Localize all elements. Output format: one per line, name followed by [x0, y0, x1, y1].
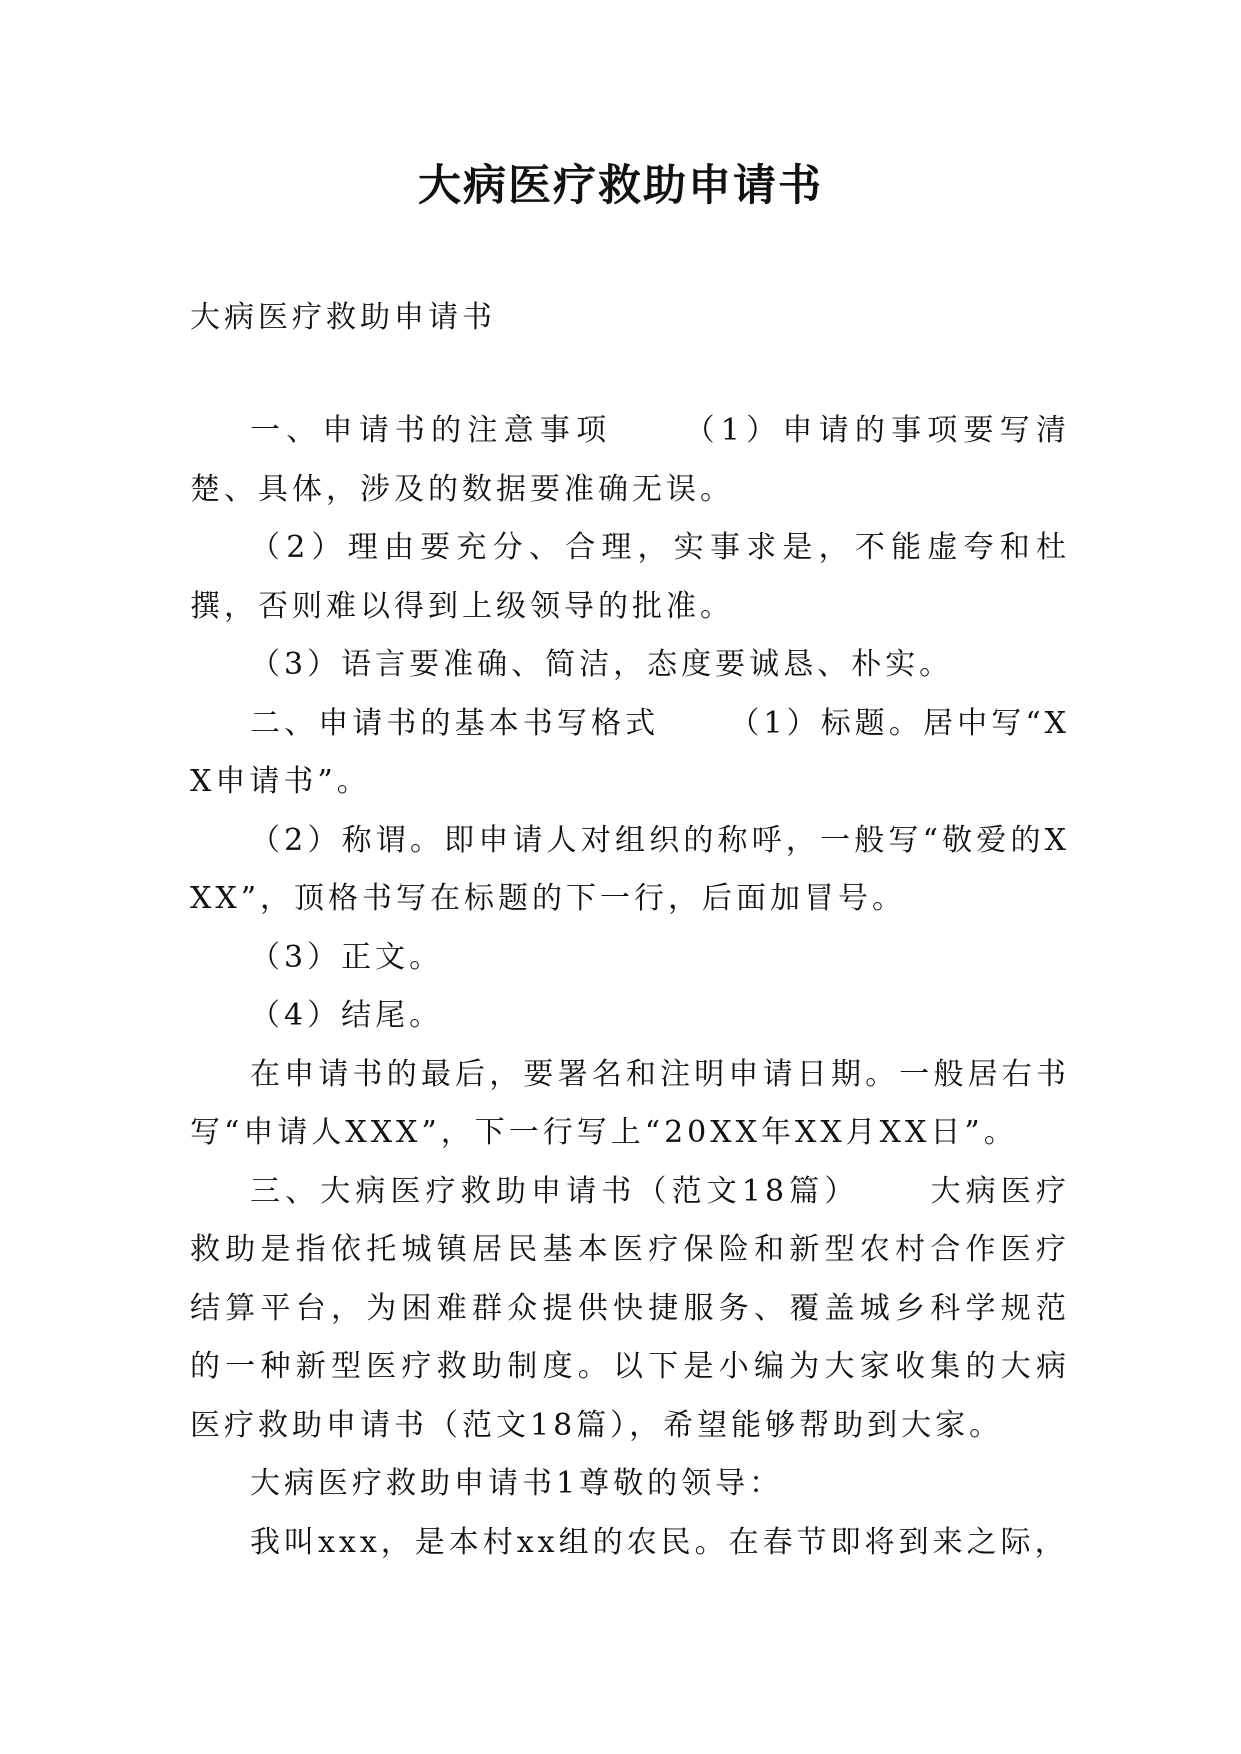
paragraph-lead: 三、大病医疗救助申请书（范文18篇）: [250, 1173, 860, 1209]
paragraph: [190, 929, 1070, 988]
paragraph: [190, 1455, 1070, 1514]
paragraph: [190, 402, 1070, 519]
paragraph-lead: 一、申请书的注意事项: [250, 413, 613, 448]
paragraph-text: （2）理由要充分、合理，实事求是，不能虚夸和杜撰，否则难以得到上级领导的批准。: [190, 530, 1070, 624]
paragraph-text: 在申请书的最后，要署名和注明申请日期。一般居右书写“申请人XXX”，下一行写上“20XX年XX月XX日”。: [190, 1056, 1070, 1150]
document-subtitle: 大病医疗救助申请书: [190, 300, 496, 335]
paragraph-text: （1）标题。居中写“XX申请书”。: [190, 705, 1071, 799]
paragraph: [190, 695, 1070, 812]
paragraph-text: （1）申请的事项要写清楚、具体，涉及的数据要准确无误。: [190, 413, 1071, 507]
paragraph-text: （2）称谓。即申请人对组织的称呼，一般写“敬爱的XXX”，顶格书写在标题的下一行，后面加冒号。: [190, 822, 1070, 916]
paragraph-lead: 二、申请书的基本书写格式: [250, 705, 660, 741]
document-body: [190, 402, 1070, 1572]
document-title: 大病医疗救助申请书: [418, 161, 823, 211]
paragraph: [190, 812, 1070, 929]
paragraph: [190, 519, 1070, 636]
paragraph-text: （4）结尾。: [250, 998, 444, 1033]
paragraph: [190, 987, 1070, 1046]
paragraph: [190, 1046, 1070, 1163]
paragraph: [190, 1163, 1070, 1456]
paragraph: [190, 1514, 1070, 1573]
paragraph-text: （3）正文。: [250, 939, 444, 975]
paragraph-text: 大病医疗救助申请书1尊敬的领导：: [250, 1466, 784, 1501]
paragraph-text: 我叫xxx，是本村xx组的农民。在春节即将到来之际，: [250, 1524, 1069, 1560]
paragraph-text: （3）语言要准确、简洁，态度要诚恳、朴实。: [250, 647, 954, 682]
paragraph: [190, 636, 1070, 695]
paragraph-text: 大病医疗救助是指依托城镇居民基本医疗保险和新型农村合作医疗结算平台，为困难群众提供快捷服务、覆盖城乡科学规范的一种新型医疗救助制度。以下是小编为大家收集的大病医疗救助申请书（范文18篇），希望能够帮助到大家。: [190, 1173, 1070, 1443]
